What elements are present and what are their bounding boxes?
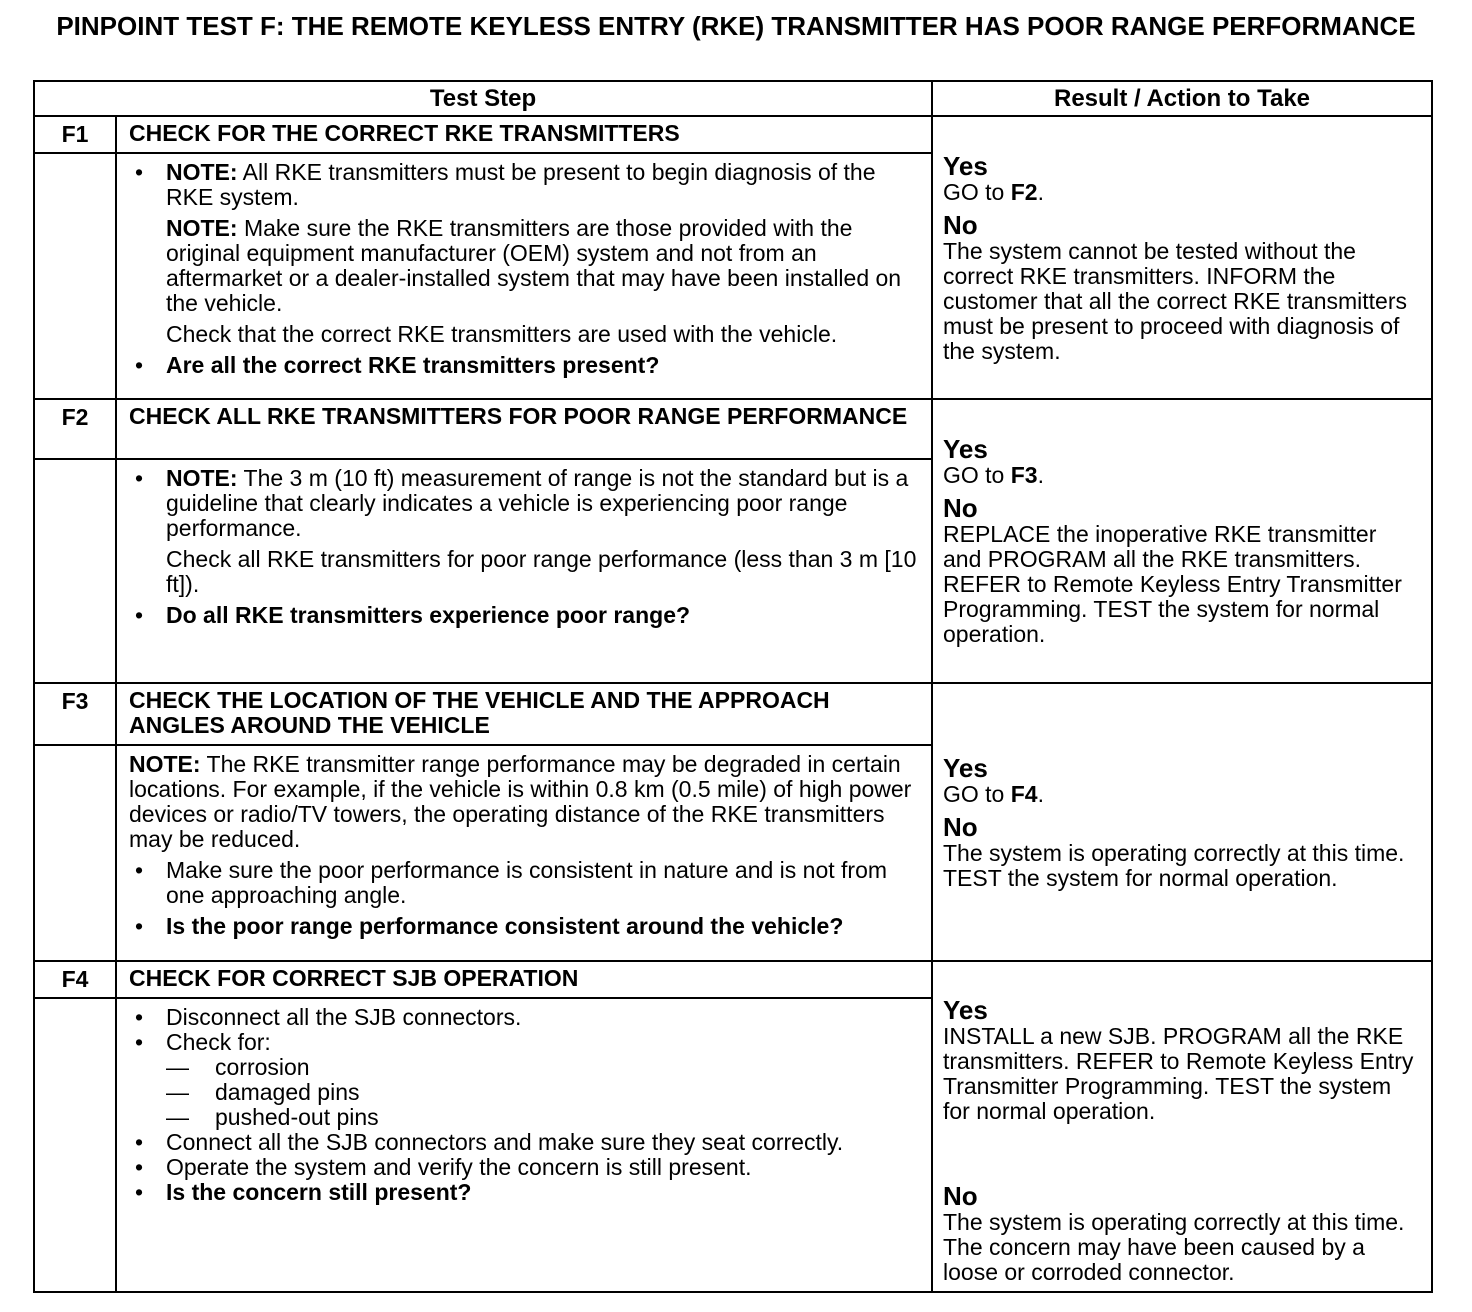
step-id: F1: [34, 116, 116, 153]
no-label: No: [943, 811, 978, 842]
note: NOTE: All RKE transmitters must be present to begin diagnosis of the RKE system.: [166, 159, 876, 210]
yes-action: GO to F2.: [943, 178, 1044, 205]
step-id: F3: [34, 683, 116, 745]
list-item: Connect all the SJB connectors and make sure they seat correctly.: [166, 1129, 844, 1155]
step-reference: F2: [1010, 178, 1038, 205]
list-item: Disconnect all the SJB connectors.: [166, 1004, 522, 1030]
no-label: No: [943, 1181, 978, 1211]
question: Is the concern still present?: [166, 1179, 472, 1205]
list-item: Check for:: [166, 1029, 271, 1055]
instruction: Check all RKE transmitters for poor range performance (less than 3 m [10 ft]).: [166, 546, 917, 597]
list-item: Operate the system and verify the concern is still present.: [166, 1154, 752, 1180]
step-title-row: [34, 116, 1432, 153]
note: NOTE: The 3 m (10 ft) measurement of range is not the standard but is a guideline that clearly indicates a vehicle is experiencing poor range performance.: [166, 465, 909, 541]
yes-action: GO to F3.: [943, 462, 1044, 488]
yes-action: GO to F4.: [943, 780, 1044, 807]
yes-label: Yes: [943, 150, 988, 181]
result-cell: [932, 399, 1432, 683]
step-title-row: [34, 399, 1432, 459]
pinpoint-test-table: [33, 80, 1433, 1293]
step-body: • NOTE: The 3 m (10 ft) measurement of range is not the standard but is a guideline that clearly indicates a vehicle is experiencing poor range performance. Check all RKE transmitters for poor range performance (less than 3 m [10 ft]). • Do all RKE transmitters experience poor range?: [116, 459, 932, 683]
step-reference: F3: [1010, 462, 1038, 488]
step-title-row: [34, 683, 1432, 745]
step-title: CHECK FOR THE CORRECT RKE TRANSMITTERS: [116, 116, 932, 153]
instruction: Check that the correct RKE transmitters are used with the vehicle.: [166, 321, 838, 347]
no-action: The system cannot be tested without the correct RKE transmitters. INFORM the customer that all the correct RKE transmitters must be present to proceed with diagnosis of the system.: [943, 237, 1407, 364]
step-id: F4: [34, 961, 116, 998]
result-cell: [932, 961, 1432, 1292]
page-title: PINPOINT TEST F: THE REMOTE KEYLESS ENTRY (RKE) TRANSMITTER HAS POOR RANGE PERFORMANCE: [56, 11, 1416, 41]
step-id: F2: [34, 399, 116, 459]
step-title-row: [34, 961, 1432, 998]
note: NOTE: Make sure the RKE transmitters are those provided with the original equipment manufacturer (OEM) system and not from an aftermarket or a dealer-installed system that may have been installed on the vehicle.: [166, 215, 902, 316]
yes-action: INSTALL a new SJB. PROGRAM all the RKE transmitters. REFER to Remote Keyless Entry Transmitter Programming. TEST the system for normal operation.: [943, 1023, 1414, 1124]
step-title: CHECK ALL RKE TRANSMITTERS FOR POOR RANGE PERFORMANCE: [116, 399, 932, 459]
question: Do all RKE transmitters experience poor range?: [166, 602, 691, 628]
result-cell: [932, 683, 1432, 961]
yes-label: Yes: [943, 434, 988, 464]
list-item: damaged pins: [215, 1079, 360, 1105]
no-action: The system is operating correctly at this time. TEST the system for normal operation.: [943, 839, 1405, 891]
question: Are all the correct RKE transmitters present?: [166, 352, 660, 378]
step-title: CHECK THE LOCATION OF THE VEHICLE AND THE APPROACH ANGLES AROUND THE VEHICLE: [116, 683, 932, 745]
step-body: • NOTE: All RKE transmitters must be present to begin diagnosis of the RKE system. NOTE: Make sure the RKE transmitters are those provided with the original equipment manufacturer (OEM) system and not from an aftermarket or a dealer-installed system that may have been installed on the vehicle. Check that the correct RKE transmitters are used with the vehicle. • Are all the correct RKE transmitters present?: [116, 153, 932, 399]
step-body: • Disconnect all the SJB connectors. • Check for: — corrosion — damaged pins — pushed-out pins • Connect all the SJB connectors and make sure they seat correctly. • Operate the system and verify the concern is still present. • Is the concern still present?: [116, 998, 932, 1292]
result-cell: [932, 116, 1432, 399]
list-item: pushed-out pins: [215, 1104, 379, 1130]
header-test-step: Test Step: [34, 81, 932, 116]
list-item: corrosion: [215, 1054, 310, 1080]
no-action: REPLACE the inoperative RKE transmitter and PROGRAM all the RKE transmitters. REFER to Remote Keyless Entry Transmitter Programming. TEST the system for normal operation.: [943, 521, 1402, 647]
table-header-row: [34, 81, 1432, 116]
note: NOTE: The RKE transmitter range performance may be degraded in certain locations. For example, if the vehicle is within 0.8 km (0.5 mile) of high power devices or radio/TV towers, the operating distance of the RKE transmitters may be reduced.: [129, 751, 912, 852]
step-reference: F4: [1010, 780, 1038, 807]
no-action: The system is operating correctly at this time. The concern may have been caused by a loose or corroded connector.: [943, 1209, 1405, 1285]
no-label: No: [943, 493, 978, 523]
yes-label: Yes: [943, 995, 988, 1025]
no-label: No: [943, 209, 978, 240]
yes-label: Yes: [943, 752, 988, 783]
instruction: Make sure the poor performance is consistent in nature and is not from one approaching angle.: [166, 857, 888, 908]
question: Is the poor range performance consistent around the vehicle?: [166, 913, 844, 939]
step-title: CHECK FOR CORRECT SJB OPERATION: [116, 961, 932, 998]
header-result: Result / Action to Take: [932, 81, 1432, 116]
step-body: NOTE: The RKE transmitter range performance may be degraded in certain locations. For example, if the vehicle is within 0.8 km (0.5 mile) of high power devices or radio/TV towers, the operating distance of the RKE transmitters may be reduced. • Make sure the poor performance is consistent in nature and is not from one approaching angle. • Is the poor range performance consistent around the vehicle?: [116, 745, 932, 961]
